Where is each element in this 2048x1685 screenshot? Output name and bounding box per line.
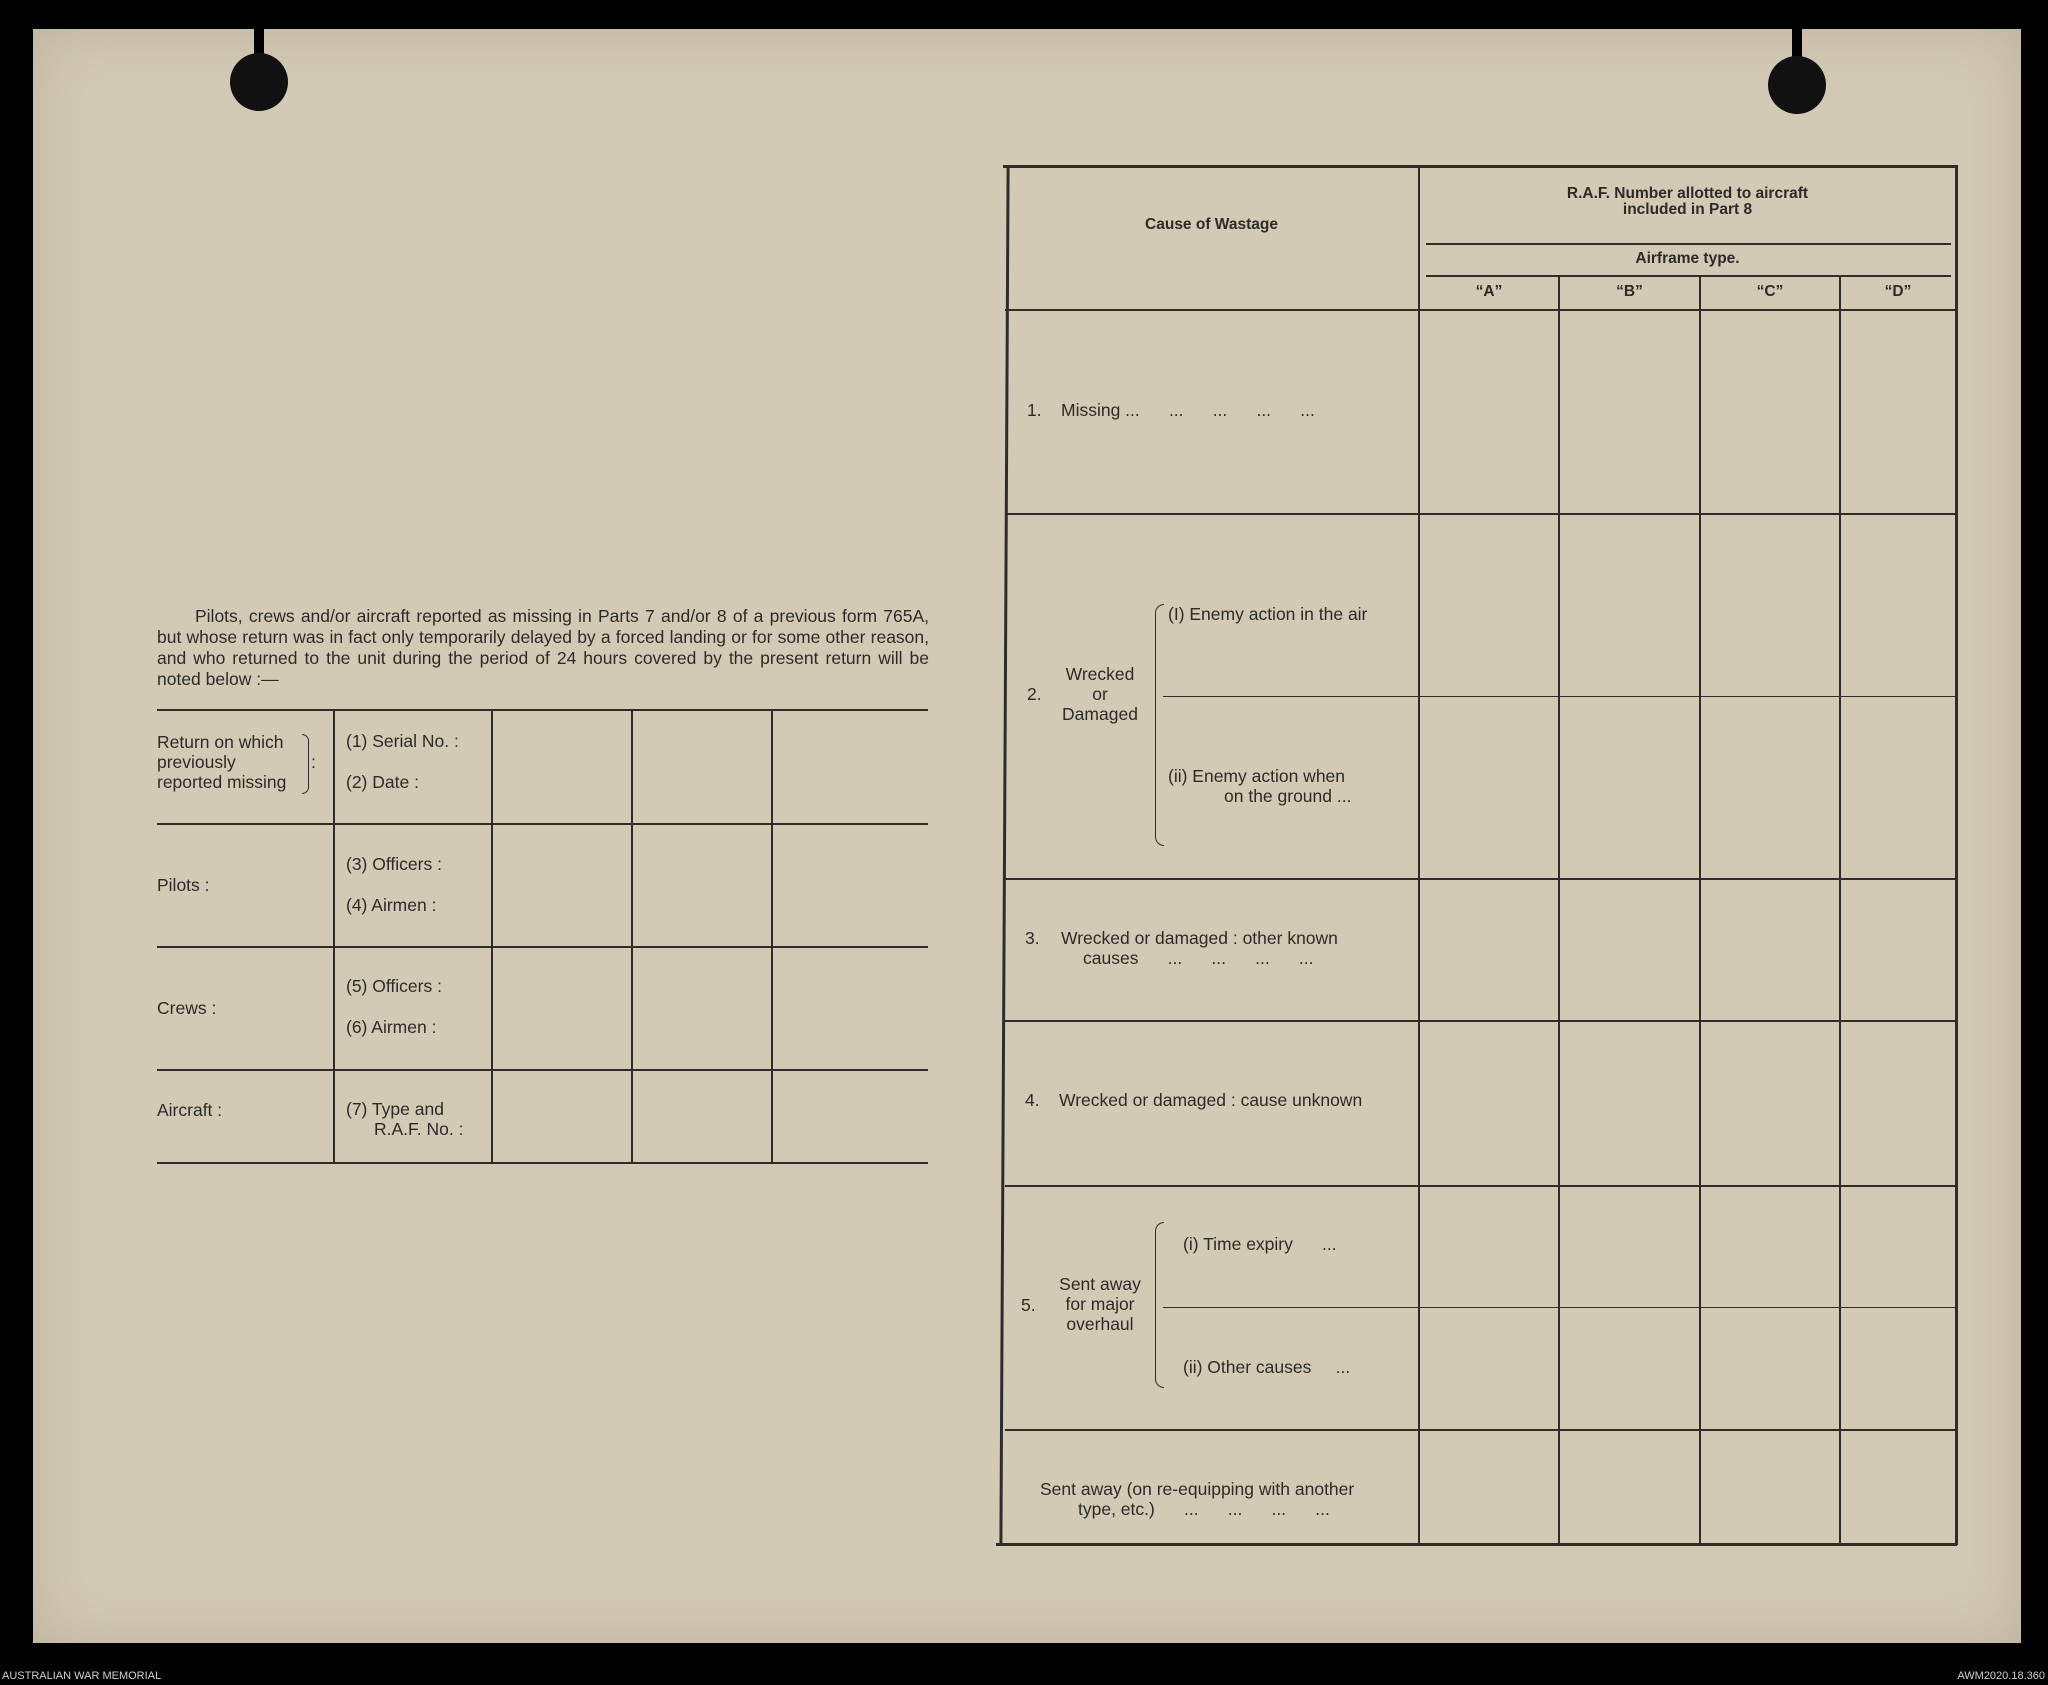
pilots-airmen-label: (4) Airmen : — [346, 895, 437, 915]
row-3-other-known-line1: Wrecked or damaged : other known — [1061, 928, 1338, 948]
return-label-colon: : — [311, 752, 316, 772]
intro-paragraph: Pilots, crews and/or aircraft reported as missing in Parts 7 and/or 8 of a previous form 765A, but whose return was in fact only temporarily delayed by a forced landing or for some other reason, and who returned to the unit during the period of 24 hours covered by the present return will be noted below :— — [157, 606, 929, 689]
return-label-line3: reported missing — [157, 772, 287, 792]
airframe-type-header: Airframe type. — [1635, 250, 1740, 267]
crews-officers-label: (5) Officers : — [346, 976, 442, 996]
row-6-reequipping-line2: type, etc.) ... ... ... ... — [1078, 1499, 1330, 1519]
column-a-header: “A” — [1475, 283, 1503, 300]
punch-hole-right — [1768, 56, 1826, 114]
row-1-missing: Missing ... ... ... ... ... — [1061, 400, 1315, 420]
row-3-number: 3. — [1025, 928, 1040, 948]
punch-hole-slot-right — [1792, 0, 1802, 58]
row-2-number: 2. — [1027, 684, 1042, 704]
return-label-line1: Return on which — [157, 732, 284, 752]
raf-no-label: R.A.F. No. : — [374, 1119, 464, 1139]
raf-number-header-line1: R.A.F. Number allotted to aircraft — [1566, 185, 1809, 202]
footer-accession-number: AWM2020.18.360 — [1957, 1670, 2045, 1682]
footer-institution: AUSTRALIAN WAR MEMORIAL — [2, 1670, 162, 1682]
row-2-enemy-ground-line1: (ii) Enemy action when — [1168, 766, 1346, 786]
row-4-number: 4. — [1025, 1090, 1040, 1110]
column-b-header: “B” — [1616, 283, 1643, 300]
row-2-enemy-ground-line2: on the ground ... — [1224, 786, 1352, 806]
aircraft-label: Aircraft : — [157, 1100, 223, 1120]
form-page — [33, 29, 2021, 1643]
row-3-other-known-line2: causes ... ... ... ... — [1083, 948, 1314, 968]
row-5-other-causes: (ii) Other causes ... — [1183, 1357, 1351, 1377]
row-5-brace — [1155, 1222, 1164, 1388]
punch-hole-slot-left — [254, 0, 264, 58]
row-5-overhaul: overhaul — [1066, 1314, 1134, 1334]
row-6-reequipping-line1: Sent away (on re-equipping with another — [1040, 1479, 1355, 1499]
pilots-officers-label: (3) Officers : — [346, 854, 442, 874]
return-label-brace — [302, 734, 309, 794]
row-5-number: 5. — [1021, 1295, 1036, 1315]
row-5-for-major: for major — [1065, 1294, 1135, 1314]
date-label: (2) Date : — [346, 772, 419, 792]
type-and-label: (7) Type and — [346, 1099, 444, 1119]
row-4-cause-unknown: Wrecked or damaged : cause unknown — [1059, 1090, 1363, 1110]
row-2-or: or — [1092, 684, 1108, 704]
raf-number-header-line2: included in Part 8 — [1622, 201, 1753, 218]
row-1-number: 1. — [1027, 400, 1042, 420]
column-d-header: “D” — [1884, 283, 1912, 300]
return-label-line2: previously — [157, 752, 236, 772]
row-5-time-expiry: (i) Time expiry ... — [1183, 1234, 1337, 1254]
column-c-header: “C” — [1756, 283, 1784, 300]
cause-of-wastage-header: Cause of Wastage — [1145, 216, 1278, 233]
serial-no-label: (1) Serial No. : — [346, 731, 459, 751]
row-2-damaged: Damaged — [1062, 704, 1138, 724]
row-2-brace — [1155, 604, 1164, 846]
crews-label: Crews : — [157, 998, 217, 1018]
row-2-enemy-air: (I) Enemy action in the air — [1168, 604, 1368, 624]
row-2-wrecked: Wrecked — [1065, 664, 1135, 684]
punch-hole-left — [230, 53, 288, 111]
pilots-label: Pilots : — [157, 875, 210, 895]
row-5-sent-away: Sent away — [1059, 1274, 1141, 1294]
crews-airmen-label: (6) Airmen : — [346, 1017, 437, 1037]
